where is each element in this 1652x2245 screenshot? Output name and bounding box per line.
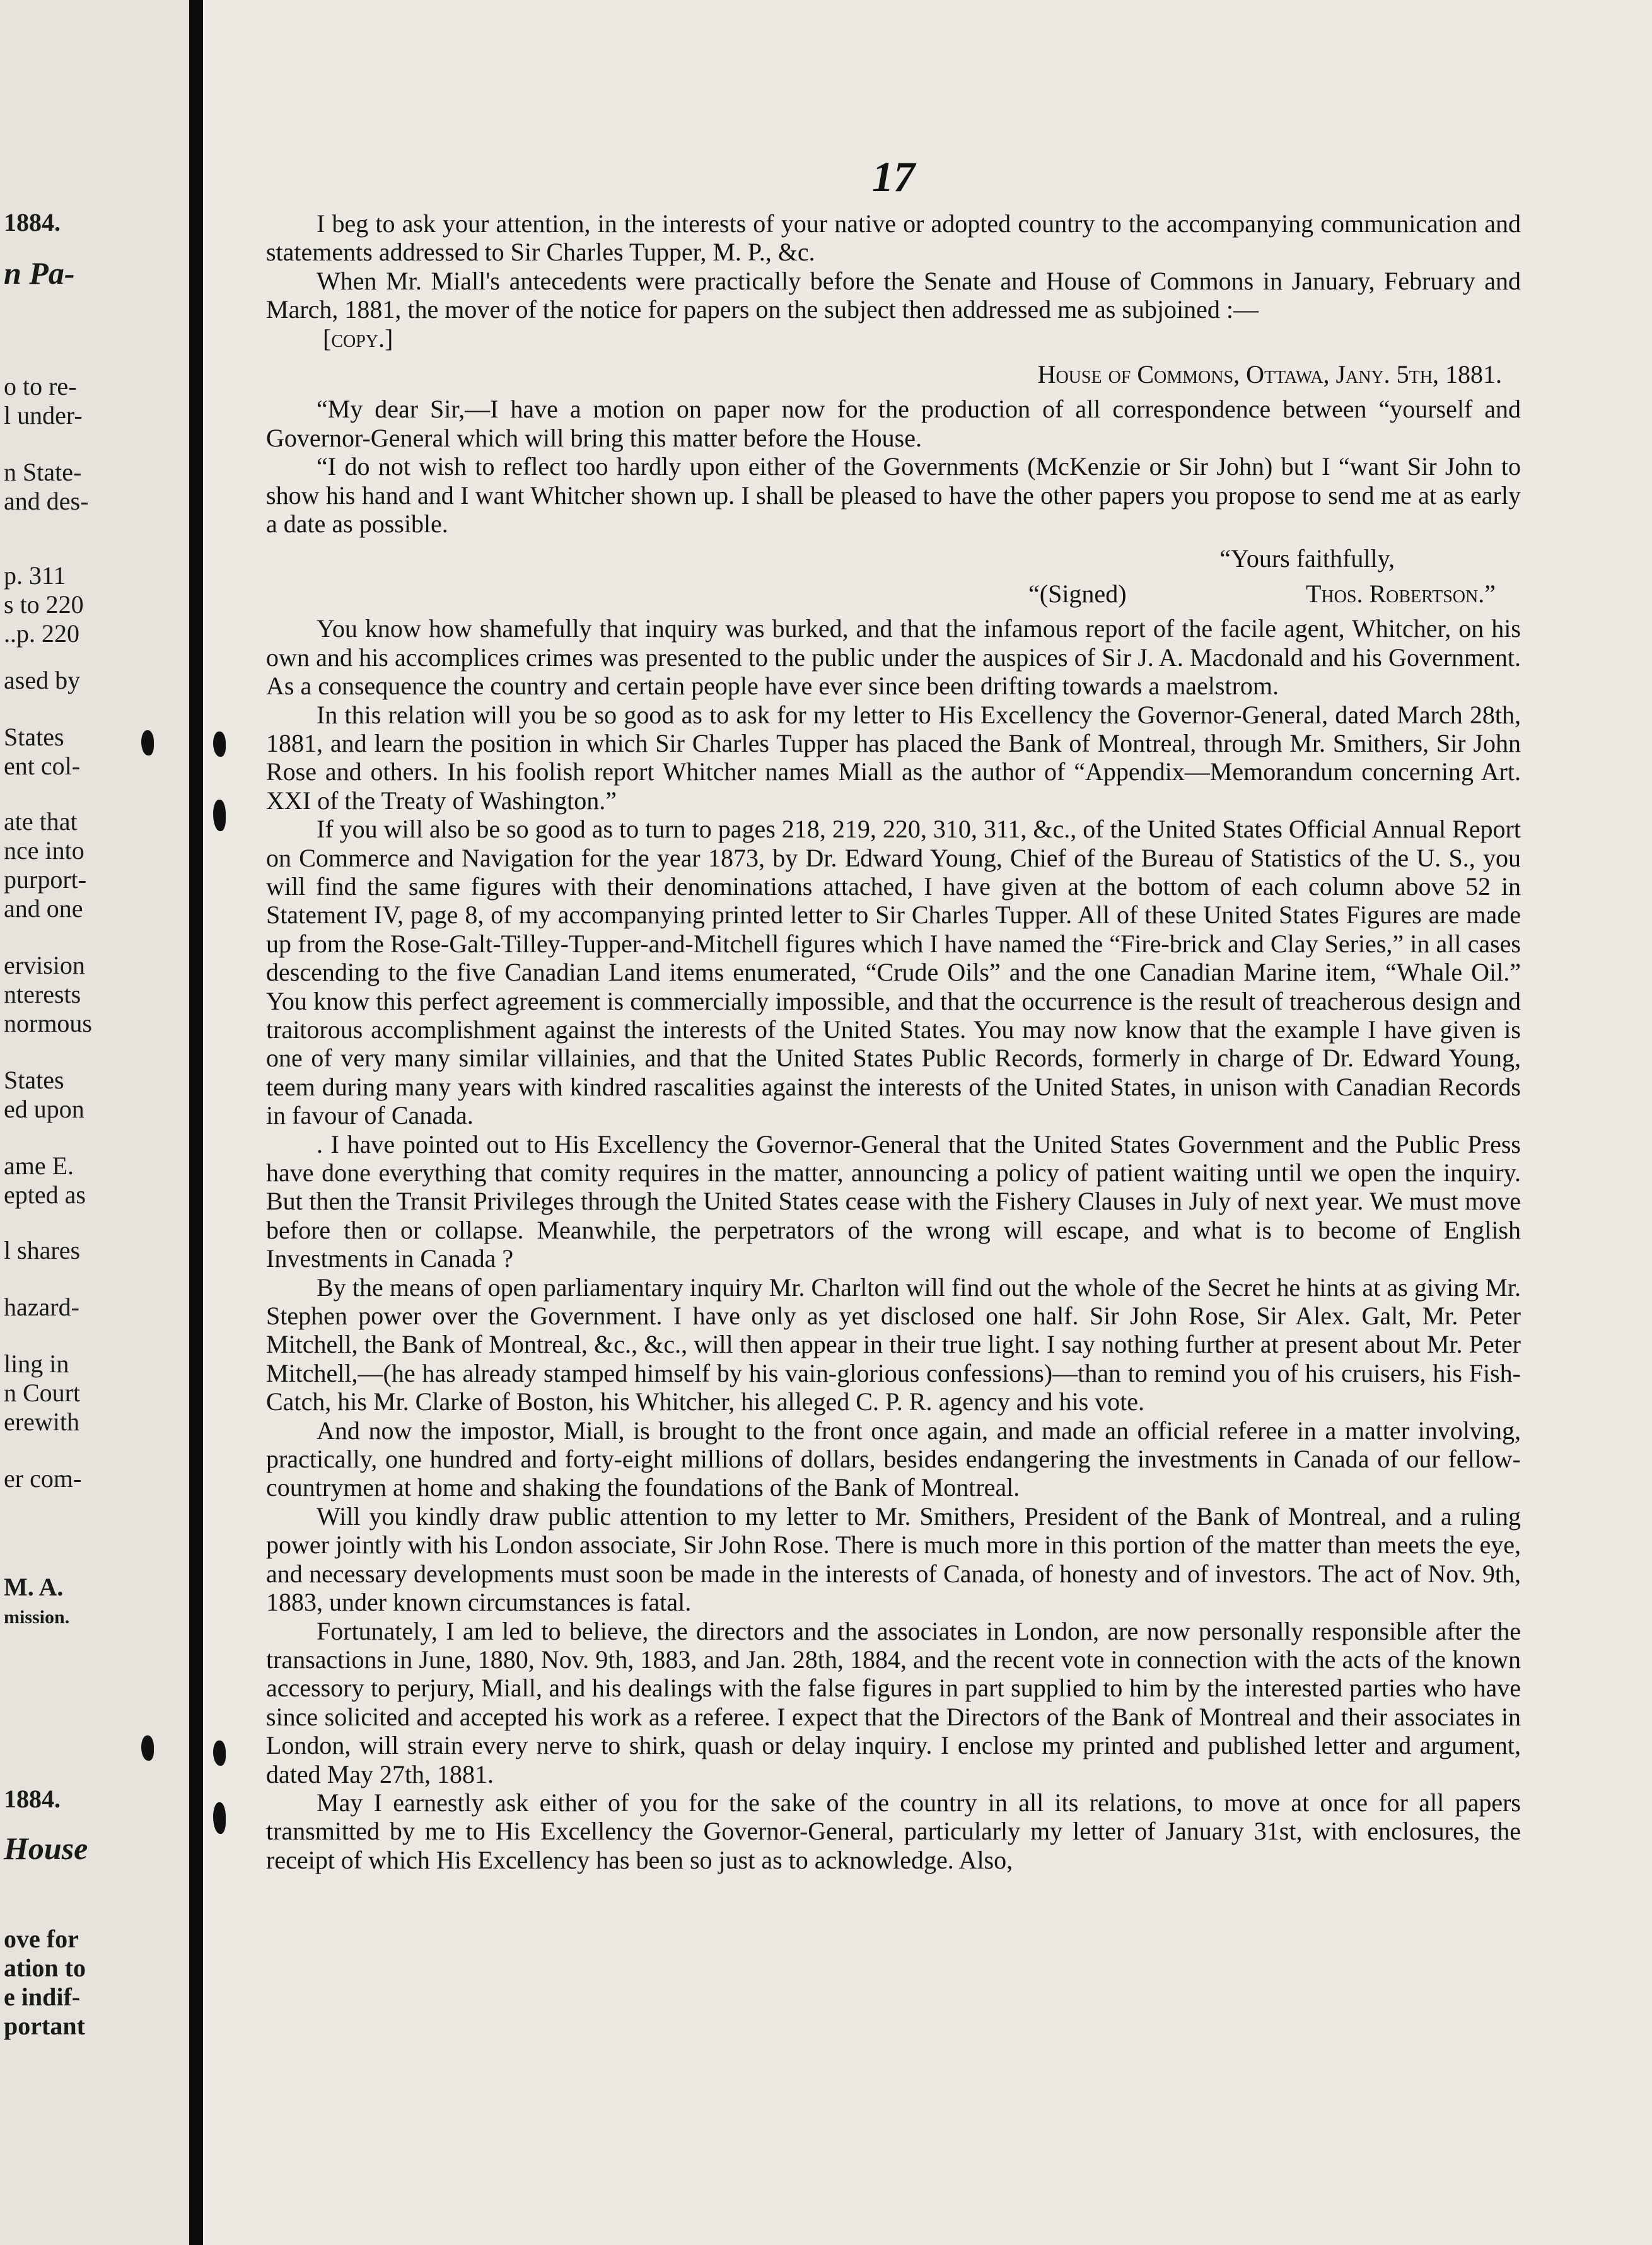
left-page-line: nterests (4, 980, 81, 1008)
left-page-line: epted as (4, 1181, 86, 1209)
margin-mark (213, 1741, 226, 1766)
left-page-line: and one (4, 894, 83, 923)
left-page-line: ed upon (4, 1095, 84, 1123)
margin-mark (141, 730, 154, 755)
left-page-line: ove for (4, 1925, 79, 1953)
paragraph: Will you kindly draw public attention to my letter to Mr. Smithers, President of the Bank of Montreal, and a ruling power jointly with his London associate, Sir John Rose. There is much more in this portion of the matter than meets the eye, and necessary developments must soon be made in the interests of Canada, of honesty and of investors. The act of Nov. 9th, 1883, under known circumstances is fatal. (266, 1502, 1521, 1617)
letter-paragraph: “I do not wish to reflect too hardly upon either of the Governments (McKenzie or Sir John) but I “want Sir John to show his hand and I want Whitcher shown up. I shall be pleased to have the other papers you propose to send me at as early a date as possible. (266, 452, 1521, 539)
left-page-line: l shares (4, 1236, 81, 1264)
left-page-line: hazard- (4, 1293, 79, 1321)
left-page-line: n Pa- (4, 255, 75, 291)
left-page-line: ation to (4, 1954, 86, 1982)
margin-mark (213, 732, 226, 757)
left-page-line: House (4, 1831, 88, 1866)
left-page-line: ent col- (4, 752, 81, 780)
left-page-line: States (4, 723, 64, 751)
letter-paragraph: “My dear Sir,—I have a motion on paper now for the production of all correspondence between “yourself and Governor-General which will bring this matter before the House. (266, 395, 1521, 452)
left-page-line: nce into (4, 836, 84, 865)
left-page-line: ervision (4, 951, 85, 979)
left-page-line: ..p. 220 (4, 619, 79, 648)
page-gutter (189, 0, 203, 2245)
copy-label: [copy.] (323, 324, 393, 353)
signer-name: Thos. Robertson.” (1306, 579, 1496, 608)
paragraph: In this relation will you be so good as to ask for my letter to His Excellency the Governor-General, dated March 28th, 1881, and learn the position in which Sir Charles Tupper has placed the Bank of Montreal, through Mr. Smithers, Sir John Rose and others. In his foolish report Whitcher names Miall as the author of “Appendix—Memorandum concerning Art. XXI of the Treaty of Washington.” (266, 700, 1521, 815)
left-page-line: and des- (4, 487, 89, 515)
left-page-line: ling in (4, 1350, 69, 1378)
left-page-line: normous (4, 1009, 92, 1037)
paragraph: When Mr. Miall's antecedents were practically before the Senate and House of Commons in January, February and March, 1881, the mover of the notice for papers on the subject then addressed me as subjoined :— (266, 266, 1521, 324)
letter-dateline: House of Commons, Ottawa, Jany. 5th, 1881. (1037, 360, 1502, 389)
paragraph: I beg to ask your attention, in the interests of your native or adopted country to the accompanying communication and statements addressed to Sir Charles Tupper, M. P., &c. (266, 209, 1521, 267)
left-page-line: M. A. (4, 1573, 64, 1601)
left-page-line: 1884. (4, 1785, 61, 1813)
paragraph: . I have pointed out to His Excellency the Governor-General that the United States Government and the Public Press have done everything that comity requires in the matter, announcing a policy of patient waiting until we open the inquiry. But then the Transit Privileges through the United States cease with the Fishery Clauses in July of next year. We must move before then or collapse. Meanwhile, the perpetrators of the wrong will escape, and what is to become of English Investments in Canada ? (266, 1129, 1521, 1273)
margin-mark (213, 800, 226, 831)
left-page-line: 1884. (4, 208, 61, 236)
left-page-line: ate that (4, 807, 78, 836)
page-number: 17 (872, 153, 915, 201)
left-page-line: portant (4, 2012, 85, 2040)
left-page-line: mission. (4, 1607, 70, 1628)
paragraph: Fortunately, I am led to believe, the directors and the associates in London, are now personally responsible after the transactions in June, 1880, Nov. 9th, 1883, and Jan. 28th, 1884, and the recent vote in connection with the acts of the known accessory to perjury, Miall, and his dealings with the false figures in part supplied to him by the interested parties who have since solicited and accepted his work as a referee. I expect that the Directors of the Bank of Montreal and their associates in London, will strain every nerve to shirk, quash or delay inquiry. I enclose my printed and published letter and argument, dated May 27th, 1881. (266, 1616, 1521, 1788)
left-page-line: n Court (4, 1379, 81, 1407)
left-page-line: p. 311 (4, 561, 66, 590)
paragraph: You know how shamefully that inquiry was burked, and that the infamous report of the facile agent, Whitcher, on his own and his accomplices crimes was presented to the public under the auspices of Sir J. A. Macdonald and his Government. As a consequence the country and certain people have ever since been drifting towards a maelstrom. (266, 614, 1521, 701)
signed-label: “(Signed) (1028, 579, 1127, 608)
left-page-line: ame E. (4, 1152, 74, 1180)
left-page-line: purport- (4, 865, 87, 894)
left-page-line: ased by (4, 666, 81, 694)
margin-mark (213, 1802, 226, 1834)
letter-signature (266, 580, 1521, 608)
left-page-line: o to re- (4, 372, 77, 400)
margin-mark (141, 1735, 154, 1761)
left-page-fragment (0, 0, 189, 2245)
document-page (203, 0, 1652, 2245)
page-text (266, 153, 1521, 1874)
paragraph: By the means of open parliamentary inquiry Mr. Charlton will find out the whole of the Secret he hints at as giving Mr. Stephen power over the Government. I have only as yet disclosed one half. Sir John Rose, Sir Alex. Galt, Mr. Peter Mitchell, the Bank of Montreal, &c., &c., will then appear in their true light. I say nothing further at present about Mr. Peter Mitchell,—(he has already stamped himself by his vain-glorious confessions)—than to remind you of his cruisers, his Fish-Catch, his Mr. Clarke of Boston, his Whitcher, his alleged C. P. R. agency and his vote. (266, 1273, 1521, 1416)
left-page-line: s to 220 (4, 590, 84, 619)
left-page-line: States (4, 1066, 64, 1094)
paragraph: And now the impostor, Miall, is brought to the front once again, and made an official referee in a matter involving, practically, one hundred and forty-eight millions of dollars, besides endangering the investments in Canada of our fellow-countrymen at home and shaking the foundations of the Bank of Montreal. (266, 1416, 1521, 1502)
left-page-line: n State- (4, 458, 82, 486)
left-page-line: er com- (4, 1464, 82, 1493)
letter-closing: “Yours faithfully, (1219, 544, 1395, 573)
left-page-line: e indif- (4, 1983, 81, 2011)
left-page-line: erewith (4, 1408, 79, 1436)
left-page-line: l under- (4, 401, 83, 429)
paragraph: May I earnestly ask either of you for the sake of the country in all its relations, to move at once for all papers transmitted by me to His Excellency the Governor-General, particularly my letter of January 31st, with enclosures, the receipt of which His Excellency has been so just as to acknowledge. Also, (266, 1788, 1521, 1874)
paragraph: If you will also be so good as to turn to pages 218, 219, 220, 310, 311, &c., of the United States Official Annual Report on Commerce and Navigation for the year 1873, by Dr. Edward Young, Chief of the Bureau of Statistics of the U. S., you will find the same figures with their denominations attached, I have given at the bottom of each column above 52 in Statement IV, page 8, of my accompanying printed letter to Sir Charles Tupper. All of these United States Figures are made up from the Rose-Galt-Tilley-Tupper-and-Mitchell figures which I have named the “Fire-brick and Clay Series,” in all cases descending to the five Canadian Land items enumerated, “Crude Oils” and the one Canadian Marine item, “Whale Oil.” You know this perfect agreement is commercially impossible, and that the occurrence is the result of treacherous design and traitorous accomplishment against the interests of the United States. You may now know that the example I have given is one of very many similar villainies, and that the United States Public Records, formerly in charge of Dr. Edward Young, teem during many years with kindred rascalities against the interests of the United States, in unison with Canadian Records in favour of Canada. (266, 815, 1521, 1130)
